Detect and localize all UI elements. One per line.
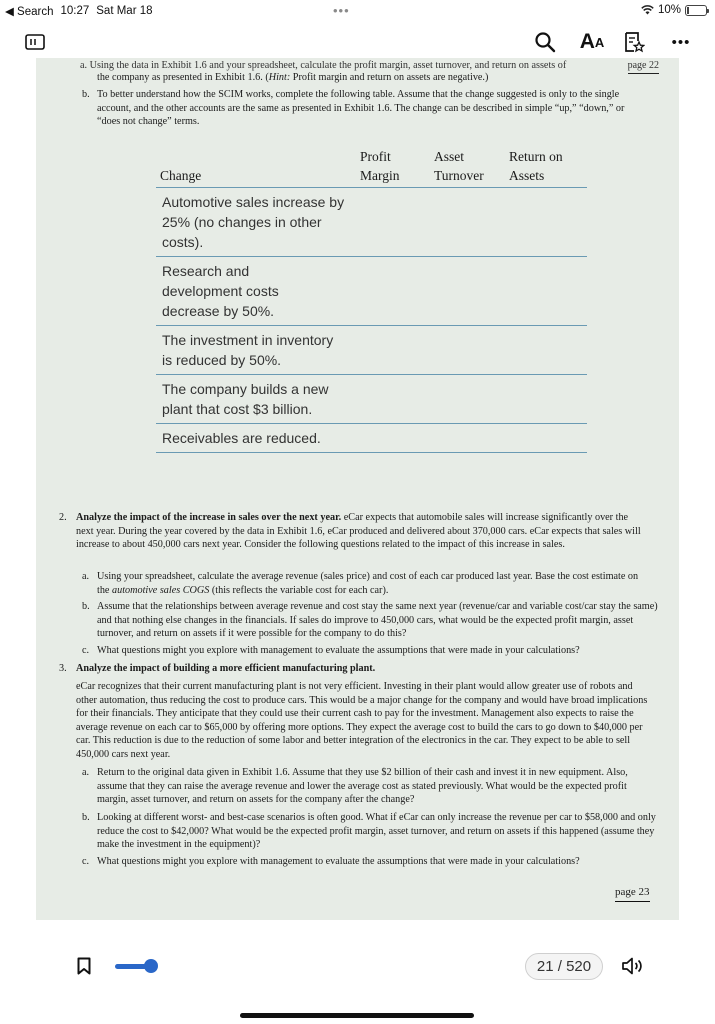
progress-knob[interactable] xyxy=(144,959,158,973)
table-header-change: Change xyxy=(156,147,356,188)
bookmark-icon[interactable] xyxy=(74,954,94,978)
question-3-text: eCar recognizes that their current manufacturing plant is not very efficient. Investing in their plant would allow greater use of robots and other automation, thus reducing the cost to produce cars. This would be a major change for the company and would have broad implications for their financials. They anticipate that they could use their current cash to pay for the investment. Management also expects to raise the average revenue on each car to $65,000 by offering more options. They expect the average cost to build the cars to go down to $40,000 per car. This reduction is due to the reduction of some labor and better integration of the electronics in the car. They expect to be able to sell 450,000 cars next year. xyxy=(76,681,648,760)
q3-a-marker: a. xyxy=(82,767,90,778)
wifi-icon xyxy=(641,5,654,15)
q2-b-text: Assume that the relationships between average revenue and cost stay the same next year (revenue/car and variable cost/car stay the same) and that nothing else changes in the financials. If sales do improve to 450,000 cars, what would be the expected profit margin, asset turnover, and return on assets if it were possible for the company to do this? xyxy=(97,601,658,640)
table-cell-change: Research and development costs decrease by 50%. xyxy=(156,257,356,326)
status-date: Sat Mar 18 xyxy=(96,5,153,17)
cut-off-line: a. Using the data in Exhibit 1.6 and your spreadsheet, calculate the profit margin, asset turnover, and return on assets of xyxy=(80,60,567,71)
page-indicator[interactable]: 21 / 520 xyxy=(525,953,603,980)
back-to-search-link[interactable]: ◀ Search xyxy=(5,6,54,18)
table-of-contents-icon[interactable] xyxy=(22,28,48,56)
q2-c-marker: c. xyxy=(82,645,90,656)
table-header-profit-margin: Profit Margin xyxy=(356,147,430,188)
table-row xyxy=(156,424,587,453)
table-row xyxy=(156,326,587,375)
question-3-title: Analyze the impact of building a more efficient manufacturing plant. xyxy=(76,663,376,674)
q3-c-text: What questions might you explore with management to evaluate the assumptions that were made in your calculations? xyxy=(97,856,580,867)
reader-bottom-bar xyxy=(0,940,715,1000)
speaker-icon[interactable] xyxy=(620,952,646,980)
q3-b-text: Looking at different worst- and best-case scenarios is often good. What if eCar can only increase the revenue per car to $58,000 and only reduce the cost to $42,000? What would be the expected profit margin, asset turnover, and return on assets if this happened (assume they make the investment in the equipment)? xyxy=(97,812,656,851)
status-bar xyxy=(0,0,715,22)
text-size-icon[interactable]: A A xyxy=(579,30,605,53)
table-cell-change: The investment in inventory is reduced by 50%. xyxy=(156,326,356,375)
battery-icon xyxy=(685,5,707,16)
item-b-text: To better understand how the SCIM works, complete the following table. Assume that the change suggested is only to the single account, and the other accounts are the same as presented in Exhibit 1.6. The change can be described in simple “up,” “down,” or “does not change” terms. xyxy=(97,89,625,128)
search-icon[interactable] xyxy=(532,28,558,56)
table-header-asset-turnover: Asset Turnover xyxy=(430,147,505,188)
bookmarks-icon[interactable] xyxy=(622,28,646,56)
question-2-text: Analyze the impact of the increase in sales over the next year. eCar expects that automobile sales will increase significantly over the next year. During the year covered by the data in Exhibit 1.6, eCar produced and delivered about 370,000 cars. eCar expects that sales will increase to about 450,000 cars next year. Consider the following questions related to the impact of this increase in sales. xyxy=(76,512,641,551)
multitasking-dots-icon[interactable]: ••• xyxy=(333,3,350,18)
battery-percent: 10% xyxy=(657,4,681,16)
q3-b-marker: b. xyxy=(82,812,90,823)
reader-toolbar xyxy=(0,24,715,60)
item-a-continuation: the company as presented in Exhibit 1.6. (Hint: Profit margin and return on assets are negative.) xyxy=(97,72,489,83)
table-header-return-on-assets: Return on Assets xyxy=(505,147,587,188)
q2-a-text: Using your spreadsheet, calculate the average revenue (sales price) and cost of each car produced last year. Base the cost estimate on the automotive sales COGS (this reflects the variable cost for each car). xyxy=(97,571,639,596)
page-label-top: page 22 xyxy=(628,59,659,74)
home-indicator[interactable] xyxy=(240,1013,474,1018)
more-options-icon[interactable]: ••• xyxy=(671,33,691,51)
item-b-marker: b. xyxy=(82,89,90,100)
page-label-bottom: page 23 xyxy=(615,886,650,902)
table-row xyxy=(156,257,587,326)
q2-a-marker: a. xyxy=(82,571,90,582)
book-page xyxy=(36,58,679,920)
table-cell-change: Receivables are reduced. xyxy=(156,424,356,453)
q2-b-marker: b. xyxy=(82,601,90,612)
table-cell-change: Automotive sales increase by 25% (no changes in other costs). xyxy=(156,188,356,257)
q3-c-marker: c. xyxy=(82,856,90,867)
status-time: 10:27 xyxy=(60,5,90,17)
question-2-number: 2. xyxy=(59,512,67,523)
q2-c-text: What questions might you explore with management to evaluate the assumptions that were made in your calculations? xyxy=(97,645,580,656)
question-3-number: 3. xyxy=(59,663,67,674)
table-cell-change: The company builds a new plant that cost $3 billion. xyxy=(156,375,356,424)
table-row xyxy=(156,188,587,257)
table-row xyxy=(156,375,587,424)
change-table xyxy=(156,147,587,453)
q3-a-text: Return to the original data given in Exhibit 1.6. Assume that they use $2 billion of their cash and invest it in new equipment. Also, assume that they can raise the average revenue and lower the average cost as stated previously. What would be the expected profit margin, asset turnover, and return on assets for the company after the change? xyxy=(97,767,628,806)
